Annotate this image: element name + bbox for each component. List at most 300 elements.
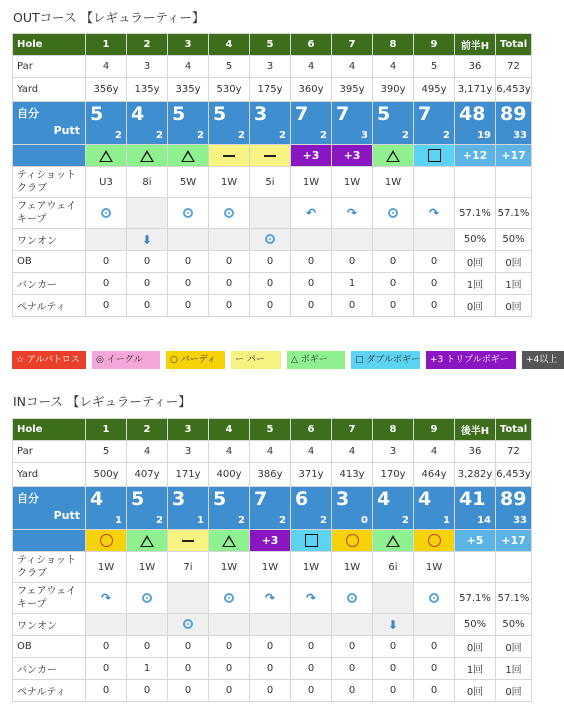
one-on-cell xyxy=(291,614,332,636)
header-row xyxy=(13,34,532,56)
fairway-cell xyxy=(168,198,209,229)
tee-club-row xyxy=(13,167,532,198)
bunker-row-cell: 0 xyxy=(291,658,332,680)
stroke-count: 89 xyxy=(500,103,527,125)
penalty-row-cell: 0 xyxy=(250,680,291,702)
fairway-cell xyxy=(209,198,250,229)
result-row xyxy=(13,530,532,552)
tee-line1: ティショット xyxy=(17,170,76,181)
penalty-row-cell: 0 xyxy=(250,295,291,317)
half-header: 前半H xyxy=(455,34,496,56)
yard-row-cell: 390y xyxy=(373,78,414,102)
stroke-count: 5 xyxy=(377,103,391,125)
hole-number: 8 xyxy=(373,34,414,56)
birdie-symbol-icon xyxy=(346,534,359,547)
bogey-symbol-icon xyxy=(140,150,154,162)
par-row-cell: 4 xyxy=(86,56,127,78)
par-row-label: Par xyxy=(13,441,86,463)
par-row-cell: 4 xyxy=(291,441,332,463)
fairway-half: 57.1% xyxy=(455,198,496,229)
one-on-cell xyxy=(414,229,455,251)
result-cell xyxy=(332,530,373,552)
ob-row-cell: 0 xyxy=(127,636,168,658)
club-total xyxy=(496,552,532,583)
tee-club-label xyxy=(13,167,86,198)
self-label: 自分 xyxy=(17,492,39,505)
stroke-count: 4 xyxy=(418,488,432,510)
bunker-row-total: 1回 xyxy=(496,658,532,680)
putt-count: 2 xyxy=(156,515,163,526)
putt-count: 33 xyxy=(513,130,527,141)
par-symbol-icon xyxy=(223,155,235,157)
par-row-cell: 5 xyxy=(414,56,455,78)
bunker-row-cell: 0 xyxy=(332,658,373,680)
bunker-row-total: 1回 xyxy=(496,273,532,295)
penalty-row xyxy=(13,680,532,702)
putt-count: 2 xyxy=(402,130,409,141)
par-row-half: 36 xyxy=(455,441,496,463)
score-cell xyxy=(168,102,209,145)
one-on-total: 50% xyxy=(496,229,532,251)
score-cell xyxy=(373,102,414,145)
miss-right-icon: ↷ xyxy=(428,206,440,220)
one-on-cell xyxy=(332,229,373,251)
fw-line2: キープ xyxy=(17,599,47,610)
double-symbol-icon xyxy=(428,149,441,162)
result-cell xyxy=(86,530,127,552)
fairway-cell xyxy=(168,583,209,614)
yard-row-cell: 335y xyxy=(168,78,209,102)
putt-count: 14 xyxy=(477,515,491,526)
hole-number: 2 xyxy=(127,34,168,56)
hole-number: 7 xyxy=(332,34,373,56)
par-row-cell: 4 xyxy=(332,56,373,78)
one-on-row xyxy=(13,229,532,251)
bunker-row-cell: 1 xyxy=(332,273,373,295)
score-total xyxy=(496,487,532,530)
tee-club-row xyxy=(13,552,532,583)
result-label xyxy=(13,145,86,167)
penalty-row-cell: 0 xyxy=(414,680,455,702)
legend-birdie: ○ バーディ xyxy=(166,351,225,369)
par-row-cell: 3 xyxy=(127,56,168,78)
tee-line2: クラブ xyxy=(17,568,47,579)
yard-row-cell: 495y xyxy=(414,78,455,102)
fairway-cell xyxy=(250,198,291,229)
triple-text: +3 xyxy=(343,149,361,162)
bunker-row-cell: 0 xyxy=(373,273,414,295)
ob-row-cell: 0 xyxy=(332,636,373,658)
par-row xyxy=(13,56,532,78)
score-cell xyxy=(291,102,332,145)
penalty-row-total: 0回 xyxy=(496,295,532,317)
club-half xyxy=(455,552,496,583)
par-row-cell: 4 xyxy=(250,441,291,463)
one-on-cell xyxy=(168,614,209,636)
result-cell xyxy=(250,145,291,167)
score-cell xyxy=(250,102,291,145)
tee-club-label xyxy=(13,552,86,583)
penalty-row-cell: 0 xyxy=(332,680,373,702)
tee-line2: クラブ xyxy=(17,183,47,194)
fairway-row xyxy=(13,198,532,229)
out-course-title: OUTコース 【レギュラーティー】 xyxy=(13,10,205,25)
fairway-cell xyxy=(86,198,127,229)
birdie-symbol-icon xyxy=(428,534,441,547)
bunker-row-cell: 0 xyxy=(127,273,168,295)
yard-row-label: Yard xyxy=(13,463,86,487)
bunker-row-cell: 0 xyxy=(209,273,250,295)
score-row xyxy=(13,487,532,530)
putt-count: 33 xyxy=(513,515,527,526)
bunker-row-cell: 0 xyxy=(86,658,127,680)
target-icon xyxy=(347,593,357,603)
one-on-cell xyxy=(86,229,127,251)
result-half: +12 xyxy=(455,145,496,167)
stroke-count: 4 xyxy=(377,488,391,510)
target-icon xyxy=(101,208,111,218)
one-on-cell xyxy=(373,614,414,636)
result-cell xyxy=(127,145,168,167)
ob-row-cell: 0 xyxy=(291,251,332,273)
par-row-cell: 4 xyxy=(168,56,209,78)
hole-number: 1 xyxy=(86,34,127,56)
putt-count: 1 xyxy=(115,515,122,526)
header-row xyxy=(13,419,532,441)
miss-right-icon: ↷ xyxy=(305,591,317,605)
ob-row-label: OB xyxy=(13,251,86,273)
putt-count: 2 xyxy=(238,515,245,526)
target-icon xyxy=(183,208,193,218)
ob-row-cell: 0 xyxy=(86,636,127,658)
result-cell xyxy=(86,145,127,167)
target-icon xyxy=(388,208,398,218)
club-cell: 1W xyxy=(209,552,250,583)
penalty-row-cell: 0 xyxy=(127,295,168,317)
bunker-row-cell: 0 xyxy=(168,658,209,680)
par-row-cell: 3 xyxy=(250,56,291,78)
club-cell: 6i xyxy=(373,552,414,583)
bunker-row-label: バンカー xyxy=(13,273,86,295)
par-row-label: Par xyxy=(13,56,86,78)
yard-row-half: 3,282y xyxy=(455,463,496,487)
hole-number: 1 xyxy=(86,419,127,441)
result-cell xyxy=(414,145,455,167)
double-symbol-icon xyxy=(305,534,318,547)
result-row xyxy=(13,145,532,167)
yard-row-cell: 170y xyxy=(373,463,414,487)
stroke-count: 7 xyxy=(254,488,268,510)
tee-line1: ティショット xyxy=(17,555,76,566)
bogey-symbol-icon xyxy=(99,150,113,162)
putt-count: 2 xyxy=(238,130,245,141)
bogey-symbol-icon xyxy=(386,535,400,547)
putt-label: Putt xyxy=(53,509,80,522)
fw-line2: キープ xyxy=(17,214,47,225)
yard-row-cell: 400y xyxy=(209,463,250,487)
hole-number: 6 xyxy=(291,419,332,441)
result-cell xyxy=(414,530,455,552)
yard-row-cell: 360y xyxy=(291,78,332,102)
par-row-cell: 3 xyxy=(168,441,209,463)
bogey-symbol-icon xyxy=(140,535,154,547)
short-arrow-icon: ⬇ xyxy=(387,617,399,632)
bogey-symbol-icon xyxy=(222,535,236,547)
result-half: +5 xyxy=(455,530,496,552)
yard-row-total: 6,453y xyxy=(496,463,532,487)
hole-number: 2 xyxy=(127,419,168,441)
ob-row-label: OB xyxy=(13,636,86,658)
legend-bogey: △ ボギー xyxy=(287,351,345,369)
yard-row-cell: 530y xyxy=(209,78,250,102)
bunker-row-half: 1回 xyxy=(455,658,496,680)
one-on-cell xyxy=(209,614,250,636)
score-cell xyxy=(373,487,414,530)
ob-row xyxy=(13,251,532,273)
ob-row-half: 0回 xyxy=(455,636,496,658)
club-cell: 1W xyxy=(209,167,250,198)
result-cell xyxy=(209,530,250,552)
fairway-cell xyxy=(414,198,455,229)
par-row-cell: 4 xyxy=(209,441,250,463)
penalty-row-total: 0回 xyxy=(496,680,532,702)
result-cell xyxy=(168,145,209,167)
result-total: +17 xyxy=(496,530,532,552)
result-cell xyxy=(250,530,291,552)
fairway-cell xyxy=(373,583,414,614)
stroke-count: 4 xyxy=(131,103,145,125)
one-on-cell xyxy=(332,614,373,636)
one-on-half: 50% xyxy=(455,229,496,251)
fairway-row xyxy=(13,583,532,614)
score-cell xyxy=(168,487,209,530)
one-on-cell xyxy=(250,229,291,251)
one-on-label: ワンオン xyxy=(13,614,86,636)
score-cell xyxy=(86,102,127,145)
club-cell: 5W xyxy=(168,167,209,198)
hole-number: 5 xyxy=(250,419,291,441)
club-cell: U3 xyxy=(86,167,127,198)
one-on-cell xyxy=(414,614,455,636)
ob-row-cell: 0 xyxy=(168,636,209,658)
club-cell: 8i xyxy=(127,167,168,198)
putt-count: 3 xyxy=(361,130,368,141)
fairway-cell xyxy=(414,583,455,614)
score-cell xyxy=(414,102,455,145)
club-cell: 1W xyxy=(86,552,127,583)
fairway-cell xyxy=(332,583,373,614)
fairway-cell xyxy=(86,583,127,614)
result-cell xyxy=(373,145,414,167)
penalty-row-half: 0回 xyxy=(455,295,496,317)
score-cell xyxy=(209,487,250,530)
penalty-row-cell: 0 xyxy=(209,680,250,702)
score-cell xyxy=(127,102,168,145)
hole-number: 8 xyxy=(373,419,414,441)
fairway-total: 57.1% xyxy=(496,583,532,614)
hole-number: 4 xyxy=(209,419,250,441)
miss-right-icon: ↷ xyxy=(346,206,358,220)
result-cell xyxy=(168,530,209,552)
bunker-row-cell: 0 xyxy=(168,273,209,295)
putt-count: 2 xyxy=(402,515,409,526)
hole-header: Hole xyxy=(13,419,86,441)
score-cell xyxy=(209,102,250,145)
one-on-total: 50% xyxy=(496,614,532,636)
miss-right-icon: ↷ xyxy=(264,591,276,605)
yard-row-label: Yard xyxy=(13,78,86,102)
bunker-row-cell: 0 xyxy=(209,658,250,680)
ob-row-cell: 0 xyxy=(250,636,291,658)
fw-line1: フェアウェイ xyxy=(17,586,77,597)
stroke-count: 5 xyxy=(172,103,186,125)
target-icon xyxy=(224,593,234,603)
putt-count: 2 xyxy=(443,130,450,141)
score-label xyxy=(13,487,86,530)
stroke-count: 7 xyxy=(295,103,309,125)
in-course-title: INコース 【レギュラーティー】 xyxy=(13,394,191,409)
target-icon xyxy=(429,593,439,603)
ob-row-cell: 0 xyxy=(209,636,250,658)
stroke-count: 3 xyxy=(172,488,186,510)
ob-row-cell: 0 xyxy=(168,251,209,273)
one-on-cell xyxy=(86,614,127,636)
one-on-label: ワンオン xyxy=(13,229,86,251)
par-row-cell: 4 xyxy=(332,441,373,463)
club-cell: 7i xyxy=(168,552,209,583)
one-on-cell xyxy=(373,229,414,251)
putt-count: 2 xyxy=(320,130,327,141)
yard-row-cell: 500y xyxy=(86,463,127,487)
target-icon xyxy=(183,619,193,629)
bunker-row-label: バンカー xyxy=(13,658,86,680)
penalty-row-cell: 0 xyxy=(373,680,414,702)
stroke-count: 6 xyxy=(295,488,309,510)
ob-row xyxy=(13,636,532,658)
yard-row-total: 6,453y xyxy=(496,78,532,102)
bunker-row-cell: 0 xyxy=(414,658,455,680)
score-cell xyxy=(332,487,373,530)
one-on-cell xyxy=(209,229,250,251)
penalty-row-cell: 0 xyxy=(291,680,332,702)
result-cell xyxy=(127,530,168,552)
bunker-row-cell: 0 xyxy=(86,273,127,295)
fairway-cell xyxy=(291,583,332,614)
hole-number: 9 xyxy=(414,34,455,56)
penalty-row-cell: 0 xyxy=(209,295,250,317)
putt-count: 2 xyxy=(156,130,163,141)
hole-number: 4 xyxy=(209,34,250,56)
legend-triple-bogey: +3 トリプルボギー xyxy=(426,351,516,369)
ob-row-cell: 0 xyxy=(291,636,332,658)
par-row-cell: 5 xyxy=(86,441,127,463)
yard-row-cell: 171y xyxy=(168,463,209,487)
total-header: Total xyxy=(496,419,532,441)
triple-text: +3 xyxy=(302,149,320,162)
putt-count: 2 xyxy=(197,130,204,141)
yard-row xyxy=(13,463,532,487)
par-symbol-icon xyxy=(264,155,276,157)
hole-number: 9 xyxy=(414,419,455,441)
target-icon xyxy=(265,234,275,244)
putt-count: 2 xyxy=(279,515,286,526)
yard-row-cell: 395y xyxy=(332,78,373,102)
club-cell: 1W xyxy=(414,552,455,583)
fairway-cell xyxy=(127,198,168,229)
hole-number: 6 xyxy=(291,34,332,56)
club-total xyxy=(496,167,532,198)
legend-eagle: ◎ イーグル xyxy=(92,351,160,369)
putt-count: 2 xyxy=(320,515,327,526)
stroke-count: 5 xyxy=(90,103,104,125)
club-cell: 1W xyxy=(373,167,414,198)
fairway-total: 57.1% xyxy=(496,198,532,229)
stroke-count: 5 xyxy=(213,488,227,510)
stroke-count: 41 xyxy=(459,488,486,510)
yard-row-cell: 175y xyxy=(250,78,291,102)
score-total xyxy=(496,102,532,145)
bunker-row-cell: 1 xyxy=(127,658,168,680)
club-cell: 1W xyxy=(291,552,332,583)
yard-row xyxy=(13,78,532,102)
fairway-cell xyxy=(127,583,168,614)
result-cell xyxy=(373,530,414,552)
score-row xyxy=(13,102,532,145)
putt-count: 0 xyxy=(361,515,368,526)
stroke-count: 5 xyxy=(131,488,145,510)
stroke-count: 89 xyxy=(500,488,527,510)
legend-par: ー パー xyxy=(231,351,281,369)
birdie-symbol-icon xyxy=(100,534,113,547)
fairway-cell xyxy=(332,198,373,229)
ob-row-cell: 0 xyxy=(209,251,250,273)
fairway-half: 57.1% xyxy=(455,583,496,614)
yard-row-cell: 356y xyxy=(86,78,127,102)
hole-number: 5 xyxy=(250,34,291,56)
ob-row-cell: 0 xyxy=(86,251,127,273)
one-on-half: 50% xyxy=(455,614,496,636)
par-row-total: 72 xyxy=(496,441,532,463)
par-row-cell: 4 xyxy=(291,56,332,78)
club-half xyxy=(455,167,496,198)
legend-double-bogey: □ ダブルボギー xyxy=(351,351,420,369)
in-scorecard-table xyxy=(12,418,532,702)
hole-header: Hole xyxy=(13,34,86,56)
fairway-label xyxy=(13,583,86,614)
legend-albatross: ☆ アルバトロス xyxy=(12,351,86,369)
fairway-cell xyxy=(250,583,291,614)
bunker-row-cell: 0 xyxy=(373,658,414,680)
par-row-cell: 4 xyxy=(414,441,455,463)
bogey-symbol-icon xyxy=(181,150,195,162)
stroke-count: 4 xyxy=(90,488,104,510)
penalty-row-cell: 0 xyxy=(86,295,127,317)
hole-number: 3 xyxy=(168,34,209,56)
hole-number: 3 xyxy=(168,419,209,441)
target-icon xyxy=(142,593,152,603)
ob-row-total: 0回 xyxy=(496,251,532,273)
penalty-row-cell: 0 xyxy=(168,295,209,317)
result-cell xyxy=(291,145,332,167)
putt-count: 1 xyxy=(443,515,450,526)
stroke-count: 3 xyxy=(336,488,350,510)
ob-row-cell: 0 xyxy=(373,636,414,658)
bunker-row-cell: 0 xyxy=(291,273,332,295)
fairway-cell xyxy=(373,198,414,229)
bunker-row-cell: 0 xyxy=(414,273,455,295)
one-on-cell xyxy=(168,229,209,251)
club-cell: 1W xyxy=(127,552,168,583)
